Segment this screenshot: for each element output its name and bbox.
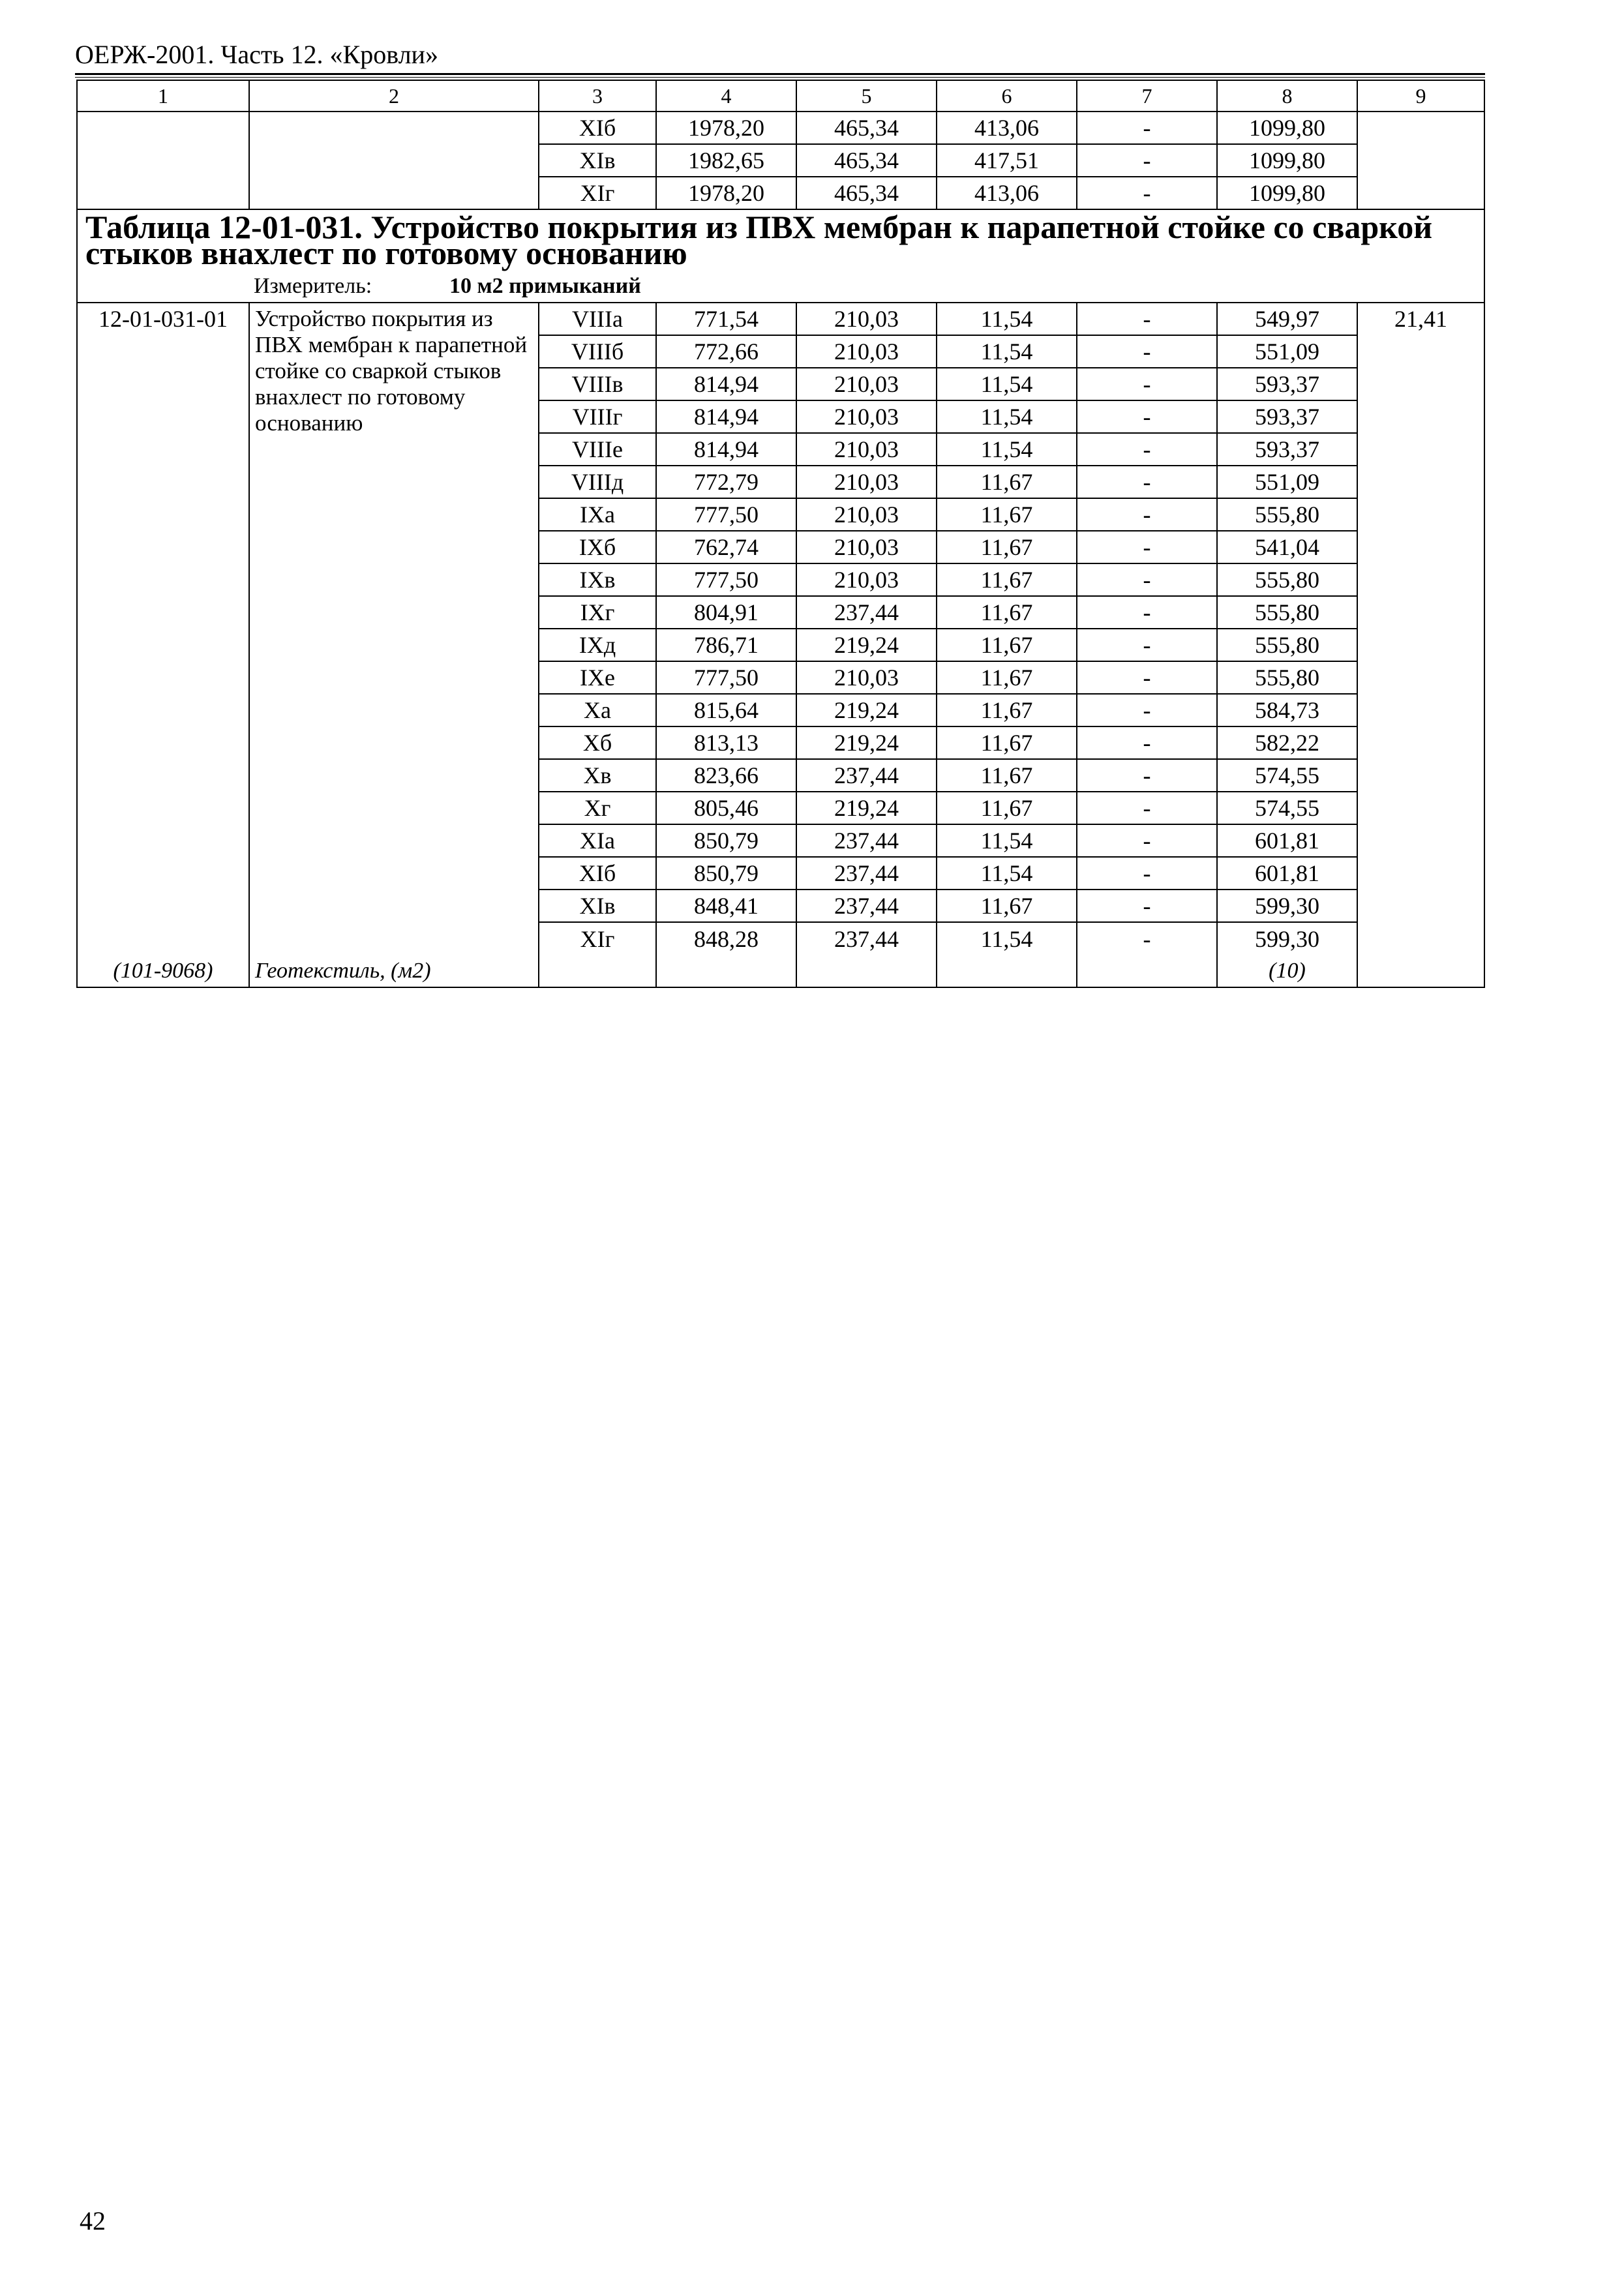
column-number: 7 [1077,80,1217,112]
value-cell-c6: 11,54 [937,824,1077,857]
value-cell-c7: - [1077,112,1217,144]
resource-code: (101-9068) [77,955,249,987]
empty-cell [539,955,656,987]
value-cell-c8: 601,81 [1217,857,1357,890]
value-cell-c4: 777,50 [656,498,796,531]
meter-label: Измеритель: [254,273,372,298]
zone-cell: VIIIг [539,400,656,433]
value-cell-c6: 11,54 [937,433,1077,466]
value-cell-c8: 549,97 [1217,303,1357,335]
value-cell-c5: 237,44 [796,596,937,629]
value-cell-c6: 11,67 [937,792,1077,824]
value-cell-c6: 11,67 [937,596,1077,629]
zone-cell: XIв [539,890,656,922]
value-cell-c5: 465,34 [796,112,937,144]
value-cell-c4: 777,50 [656,563,796,596]
value-cell-c5: 219,24 [796,694,937,726]
zone-cell: IXд [539,629,656,661]
value-cell-c5: 237,44 [796,759,937,792]
zone-cell: XIв [539,144,656,177]
zone-cell: IXг [539,596,656,629]
value-cell-c5: 210,03 [796,466,937,498]
value-cell-c4: 786,71 [656,629,796,661]
meter-value: 10 м2 примыканий [449,273,641,298]
value-cell-c7: - [1077,629,1217,661]
value-cell-c8: 601,81 [1217,824,1357,857]
value-cell-c7: - [1077,824,1217,857]
value-cell-c6: 11,54 [937,368,1077,400]
column-number: 1 [77,80,249,112]
zone-cell: Xв [539,759,656,792]
value-cell-c6: 11,67 [937,498,1077,531]
value-cell-c8: 593,37 [1217,368,1357,400]
value-cell-c7: - [1077,335,1217,368]
value-cell-c7: - [1077,466,1217,498]
rates-table-body [77,80,1484,987]
value-cell-c5: 219,24 [796,726,937,759]
prev-table-row [77,112,1484,144]
col9-value: 21,41 [1357,303,1484,987]
column-number: 4 [656,80,796,112]
resource-row [77,955,1484,987]
document-header-title: ОЕРЖ-2001. Часть 12. «Кровли» [75,40,438,69]
value-cell-c8: 593,37 [1217,433,1357,466]
value-cell-c6: 11,54 [937,400,1077,433]
value-cell-c7: - [1077,177,1217,209]
zone-cell: XIб [539,857,656,890]
value-cell-c8: 574,55 [1217,792,1357,824]
value-cell-c4: 850,79 [656,857,796,890]
value-cell-c5: 465,34 [796,144,937,177]
value-cell-c6: 11,67 [937,466,1077,498]
value-cell-c4: 823,66 [656,759,796,792]
value-cell-c4: 805,46 [656,792,796,824]
zone-cell: VIIIд [539,466,656,498]
value-cell-c5: 219,24 [796,792,937,824]
prev-col9-cell [1357,112,1484,209]
value-cell-c5: 210,03 [796,563,937,596]
value-cell-c7: - [1077,400,1217,433]
value-cell-c7: - [1077,890,1217,922]
value-cell-c8: 599,30 [1217,890,1357,922]
value-cell-c4: 1982,65 [656,144,796,177]
value-cell-c6: 417,51 [937,144,1077,177]
value-cell-c6: 11,54 [937,922,1077,955]
meter-cell [77,270,1484,303]
value-cell-c6: 11,54 [937,857,1077,890]
zone-cell: IXе [539,661,656,694]
zone-cell: VIIIб [539,335,656,368]
column-number: 5 [796,80,937,112]
value-cell-c8: 582,22 [1217,726,1357,759]
value-cell-c5: 210,03 [796,433,937,466]
value-cell-c8: 555,80 [1217,629,1357,661]
empty-cell [656,955,796,987]
zone-cell: Xг [539,792,656,824]
value-cell-c4: 771,54 [656,303,796,335]
value-cell-c5: 210,03 [796,335,937,368]
value-cell-c4: 813,13 [656,726,796,759]
value-cell-c7: - [1077,922,1217,955]
zone-cell: VIIIв [539,368,656,400]
value-cell-c8: 593,37 [1217,400,1357,433]
resource-quantity: (10) [1217,955,1357,987]
zone-cell: Xб [539,726,656,759]
value-cell-c7: - [1077,563,1217,596]
value-cell-c5: 219,24 [796,629,937,661]
value-cell-c5: 210,03 [796,498,937,531]
zone-cell: XIа [539,824,656,857]
prev-desc-cell [249,112,539,209]
value-cell-c4: 848,41 [656,890,796,922]
value-cell-c7: - [1077,303,1217,335]
resource-description: Геотекстиль, (м2) [249,955,539,987]
value-cell-c6: 11,67 [937,629,1077,661]
value-cell-c4: 1978,20 [656,112,796,144]
value-cell-c7: - [1077,596,1217,629]
empty-cell [937,955,1077,987]
value-cell-c7: - [1077,694,1217,726]
value-cell-c7: - [1077,857,1217,890]
value-cell-c4: 762,74 [656,531,796,563]
value-cell-c6: 11,67 [937,563,1077,596]
value-cell-c4: 848,28 [656,922,796,955]
value-cell-c7: - [1077,759,1217,792]
value-cell-c6: 413,06 [937,112,1077,144]
value-cell-c8: 555,80 [1217,498,1357,531]
value-cell-c4: 815,64 [656,694,796,726]
value-cell-c8: 555,80 [1217,596,1357,629]
meter-row [77,270,1484,303]
rate-description: Устройство покрытия из ПВХ мембран к парапетной стойке со сваркой стыков внахлест по готовому основанию [249,303,539,955]
column-number: 8 [1217,80,1357,112]
value-cell-c6: 11,54 [937,303,1077,335]
value-cell-c5: 237,44 [796,922,937,955]
zone-cell: XIг [539,922,656,955]
value-cell-c4: 814,94 [656,400,796,433]
zone-cell: IXб [539,531,656,563]
zone-cell: IXв [539,563,656,596]
rates-table [76,80,1485,988]
column-number: 6 [937,80,1077,112]
value-cell-c7: - [1077,792,1217,824]
page-number: 42 [80,2206,106,2236]
empty-cell [796,955,937,987]
value-cell-c8: 574,55 [1217,759,1357,792]
value-cell-c7: - [1077,433,1217,466]
value-cell-c7: - [1077,144,1217,177]
column-number: 3 [539,80,656,112]
value-cell-c5: 210,03 [796,303,937,335]
value-cell-c8: 541,04 [1217,531,1357,563]
table-title-row [77,209,1484,270]
value-cell-c4: 772,66 [656,335,796,368]
value-cell-c8: 551,09 [1217,335,1357,368]
value-cell-c8: 599,30 [1217,922,1357,955]
value-cell-c5: 237,44 [796,824,937,857]
value-cell-c6: 11,67 [937,661,1077,694]
value-cell-c5: 465,34 [796,177,937,209]
value-cell-c8: 1099,80 [1217,144,1357,177]
value-cell-c4: 814,94 [656,368,796,400]
value-cell-c7: - [1077,498,1217,531]
value-cell-c5: 237,44 [796,857,937,890]
value-cell-c8: 551,09 [1217,466,1357,498]
column-number: 9 [1357,80,1484,112]
column-number: 2 [249,80,539,112]
zone-cell: VIIIе [539,433,656,466]
zone-cell: XIг [539,177,656,209]
column-number-row [77,80,1484,112]
value-cell-c8: 584,73 [1217,694,1357,726]
value-cell-c4: 850,79 [656,824,796,857]
value-cell-c7: - [1077,368,1217,400]
value-cell-c6: 11,67 [937,531,1077,563]
table-title: Таблица 12-01-031. Устройство покрытия из ПВХ мембран к парапетной стойке со сваркой стыков внахлест по готовому основанию [77,209,1484,270]
value-cell-c8: 555,80 [1217,661,1357,694]
value-cell-c5: 210,03 [796,368,937,400]
value-cell-c7: - [1077,726,1217,759]
value-cell-c6: 11,67 [937,890,1077,922]
value-cell-c7: - [1077,661,1217,694]
value-cell-c5: 210,03 [796,531,937,563]
value-cell-c4: 1978,20 [656,177,796,209]
value-cell-c6: 11,67 [937,726,1077,759]
value-cell-c7: - [1077,531,1217,563]
value-cell-c8: 1099,80 [1217,112,1357,144]
value-cell-c5: 210,03 [796,400,937,433]
value-cell-c6: 413,06 [937,177,1077,209]
zone-cell: VIIIа [539,303,656,335]
zone-cell: IXа [539,498,656,531]
value-cell-c8: 1099,80 [1217,177,1357,209]
value-cell-c5: 210,03 [796,661,937,694]
header-rule [75,73,1485,75]
zone-cell: XIб [539,112,656,144]
value-cell-c6: 11,67 [937,694,1077,726]
value-cell-c4: 814,94 [656,433,796,466]
prev-code-cell [77,112,249,209]
header-rule-thin [75,77,1485,78]
empty-cell [1077,955,1217,987]
table-row [77,303,1484,335]
value-cell-c6: 11,67 [937,759,1077,792]
rate-code: 12-01-031-01 [77,303,249,955]
zone-cell: Xа [539,694,656,726]
value-cell-c4: 804,91 [656,596,796,629]
value-cell-c8: 555,80 [1217,563,1357,596]
value-cell-c6: 11,54 [937,335,1077,368]
value-cell-c4: 772,79 [656,466,796,498]
value-cell-c4: 777,50 [656,661,796,694]
value-cell-c5: 237,44 [796,890,937,922]
